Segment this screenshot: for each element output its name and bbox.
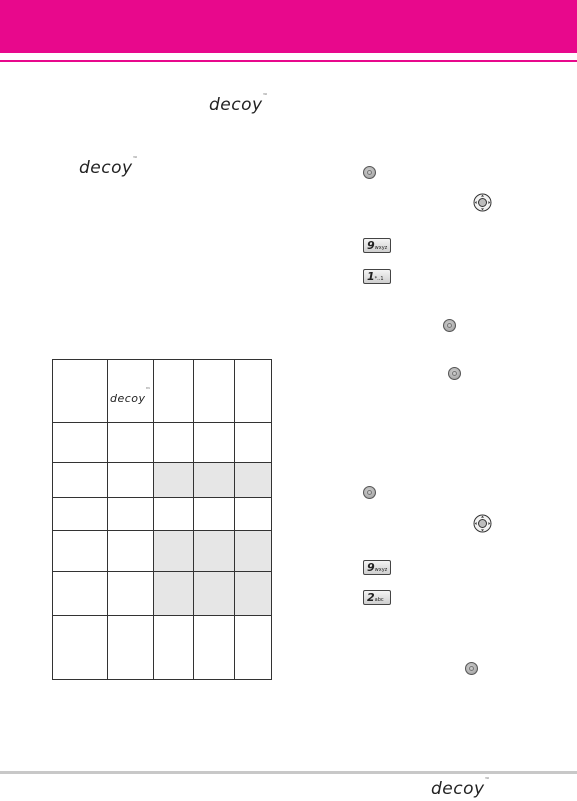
key-2-icon: 2abc bbox=[363, 590, 391, 605]
decoy-logo-footer: decoy™ bbox=[431, 777, 491, 799]
decoy-logo-table: decoy™ bbox=[109, 387, 152, 405]
table-row bbox=[53, 572, 272, 616]
table-cell bbox=[194, 360, 235, 423]
table-cell bbox=[108, 572, 154, 616]
table-cell bbox=[194, 616, 235, 680]
table-cell bbox=[108, 531, 154, 572]
ok-button-icon bbox=[465, 662, 478, 675]
table-cell bbox=[235, 423, 272, 463]
table-cell bbox=[53, 572, 108, 616]
table-cell-shaded bbox=[154, 463, 194, 498]
ok-button-icon bbox=[363, 166, 376, 179]
table-cell bbox=[194, 498, 235, 531]
table-cell bbox=[53, 531, 108, 572]
decoy-logo-top: decoy™ bbox=[209, 93, 269, 115]
table-cell-shaded bbox=[154, 531, 194, 572]
table-cell-shaded bbox=[235, 572, 272, 616]
table-cell bbox=[154, 423, 194, 463]
table-row bbox=[53, 463, 272, 498]
header-band bbox=[0, 0, 577, 53]
footer-rule bbox=[0, 771, 577, 774]
table-cell-shaded bbox=[194, 463, 235, 498]
ok-button-icon bbox=[363, 486, 376, 499]
table-cell-shaded bbox=[194, 531, 235, 572]
ok-button-icon bbox=[443, 319, 456, 332]
table-cell bbox=[108, 360, 154, 423]
table-cell bbox=[108, 498, 154, 531]
nav-key-icon bbox=[473, 193, 492, 212]
table-cell bbox=[108, 423, 154, 463]
table-cell bbox=[235, 360, 272, 423]
table-cell-shaded bbox=[194, 572, 235, 616]
nav-key-icon bbox=[473, 514, 492, 533]
table-cell-shaded bbox=[154, 572, 194, 616]
ok-button-icon bbox=[448, 367, 461, 380]
key-9-icon: 9wxyz bbox=[363, 560, 391, 575]
table-cell bbox=[53, 463, 108, 498]
table-row bbox=[53, 531, 272, 572]
table-cell bbox=[108, 463, 154, 498]
table-cell bbox=[53, 498, 108, 531]
table-cell bbox=[154, 498, 194, 531]
decoy-logo-intro: decoy™ bbox=[79, 156, 139, 178]
table-cell bbox=[194, 423, 235, 463]
table-cell bbox=[53, 616, 108, 680]
key-9-icon: 9wxyz bbox=[363, 238, 391, 253]
table-cell bbox=[154, 360, 194, 423]
table-cell bbox=[53, 360, 108, 423]
table-row bbox=[53, 360, 272, 423]
feature-table bbox=[52, 359, 272, 680]
table-cell bbox=[108, 616, 154, 680]
table-cell bbox=[235, 498, 272, 531]
table-row bbox=[53, 423, 272, 463]
table-cell-shaded bbox=[235, 463, 272, 498]
header-rule bbox=[0, 60, 577, 62]
table-cell bbox=[154, 616, 194, 680]
table-row bbox=[53, 616, 272, 680]
table-cell bbox=[53, 423, 108, 463]
table-cell bbox=[235, 616, 272, 680]
table-row bbox=[53, 498, 272, 531]
table-cell-shaded bbox=[235, 531, 272, 572]
key-1-icon: 1*..1 bbox=[363, 269, 391, 284]
